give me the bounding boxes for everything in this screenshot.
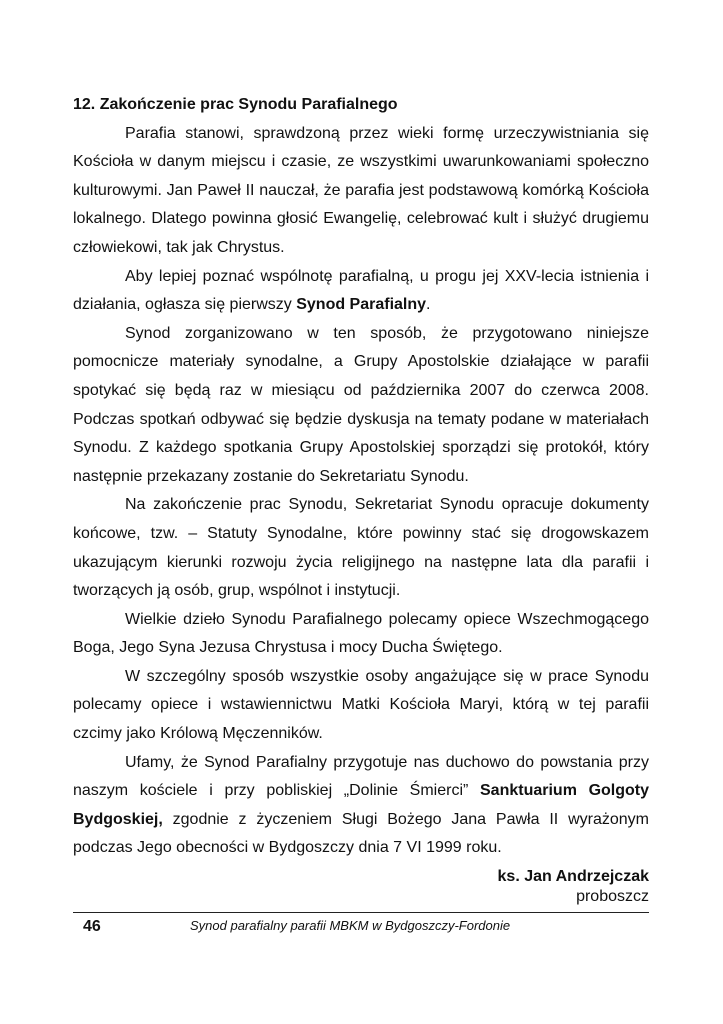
paragraph-7-bold: Sanktuarium Golgoty Bydgoskiej, <box>73 782 650 828</box>
paragraph-2-end: . <box>426 296 431 314</box>
paragraph-1: Parafia stanowi, sprawdzoną przez wieki formę urzeczywistniania się Kościoła w danym miejscu i czasie, ze wszystkimi uwarunkowaniami społeczno kulturowymi. Jan Paweł II nauczał, że parafia jest podstawową komórką Kościoła lokalnego. Dlatego powinna głosić Ewangelię, celebrować kult i służyć drugiemu człowiekowi, tak jak Chrystus. <box>73 124 649 256</box>
paragraph-5: Wielkie dzieło Synodu Parafialnego polecamy opiece Wszechmogącego Boga, Jego Syna Jezusa Chrystusa i mocy Ducha Świętego. <box>73 610 649 657</box>
signature-role: proboszcz <box>576 888 649 906</box>
paragraph-6: W szczególny sposób wszystkie osoby angażujące się w prace Synodu polecamy opiece i wstawiennictwu Matki Kościoła Maryi, którą w tej parafii czcimy jako Królową Męczenników. <box>73 667 649 743</box>
paragraph-2 <box>73 263 649 320</box>
signature-block <box>73 867 649 907</box>
paragraph-7-end: zgodnie z życzeniem Sługi Bożego Jana Pawła II wyrażonym podczas Jego obecności w Bydgoszczy dnia 7 VI 1999 roku. <box>73 810 649 857</box>
paragraph-7-text: Ufamy, że Synod Parafialny przygotuje nas duchowo do powstania przy naszym kościele i przy pobliskiej „Dolinie Śmierci” <box>73 753 649 800</box>
signature-name: ks. Jan Andrzejczak <box>497 868 649 886</box>
paragraph-2-bold: Synod Parafialny <box>296 296 427 314</box>
footer-divider <box>73 912 649 913</box>
paragraph-7 <box>73 749 649 863</box>
footer-title: Synod parafialny parafii MBKM w Bydgoszczy-Fordonie <box>190 918 511 933</box>
page-number: 46 <box>83 918 101 935</box>
document-body <box>73 91 649 907</box>
paragraph-3: Synod zorganizowano w ten sposób, że przygotowano niniejsze pomocnicze materiały synodalne, a Grupy Apostolskie działające w parafii spotykać się będą raz w miesiącu od października 2007 do czerwca 2008. Podczas spotkań odbywać się będzie dyskusja na tematy podane w materiałach Synodu. Z każdego spotkania Grupy Apostolskiej sporządzi się protokół, który następnie przekazany zostanie do Sekretariatu Synodu. <box>73 324 649 485</box>
section-heading: 12. Zakończenie prac Synodu Parafialnego <box>73 96 398 113</box>
paragraph-4: Na zakończenie prac Synodu, Sekretariat Synodu opracuje dokumenty końcowe, tzw. – Statuty Synodalne, które powinny stać się drogowskazem ukazującym kierunki rozwoju życia religijnego na następne lata dla parafii i tworzących ją osób, grup, wspólnot i instytucji. <box>73 496 649 600</box>
paragraph-2-text: Aby lepiej poznać wspólnotę parafialną, u progu jej XXV-lecia istnienia i działania, ogłasza się pierwszy <box>73 267 649 314</box>
